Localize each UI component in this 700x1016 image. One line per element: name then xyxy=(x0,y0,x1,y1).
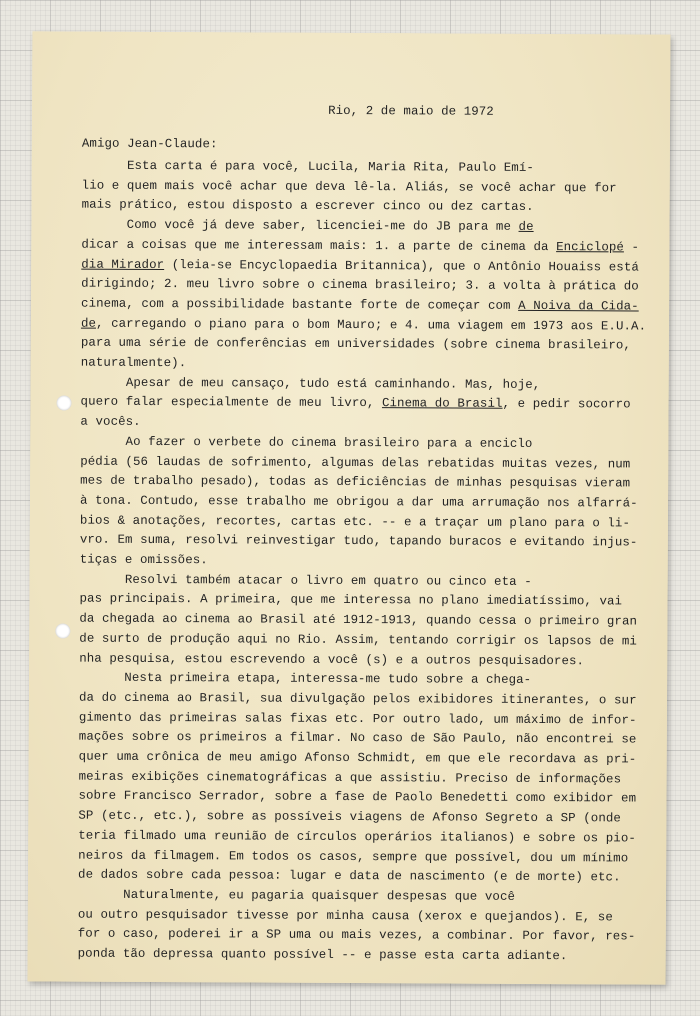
text-run: a vocês. xyxy=(80,414,141,430)
text-run: ponda tão depressa quanto possível -- e passe esta carta adiante. xyxy=(77,946,568,964)
underlined-title: Enciclopé xyxy=(556,239,624,255)
text-run: naturalmente). xyxy=(80,355,187,371)
text-run: Apesar de meu cansaço, tudo está caminhando. Mas, hoje, xyxy=(80,375,541,392)
text-run: Ao fazer o verbete do cinema brasileiro para a enciclo xyxy=(80,434,533,451)
letter-line xyxy=(80,532,638,551)
text-run: Naturalmente, eu pagaria quaisquer despesas que você xyxy=(77,887,516,904)
text-run: mais prático, estou disposto a escrever cinco ou dez cartas. xyxy=(81,197,534,215)
text-run: for o caso, poderei ir a SP uma ou mais vezes, a combinar. Por favor, res- xyxy=(77,926,636,944)
letter-line xyxy=(81,394,631,413)
letter-line xyxy=(79,611,637,630)
letter-line xyxy=(82,177,617,196)
text-run: meiras exibições cinematográficas a que assistiu. Preciso de informações xyxy=(78,769,622,787)
underlined-title: de xyxy=(80,316,97,331)
letter-line xyxy=(78,946,568,965)
punch-hole-bottom xyxy=(55,623,70,638)
letter-line xyxy=(81,217,533,235)
text-run: neiros da filmagem. Em todos os casos, sempre que possível, dou um mínimo xyxy=(78,848,629,865)
letter-line xyxy=(78,906,613,925)
letter-line xyxy=(81,236,639,255)
letter-line xyxy=(78,886,515,904)
letter-sheet xyxy=(28,31,671,984)
letter-date: Rio, 2 de maio de 1972 xyxy=(328,103,494,119)
letter-line xyxy=(78,847,628,866)
text-run: (leia-se Encyclopaedia Britannica), que o Antônio Houaiss está xyxy=(164,257,639,275)
letter-line xyxy=(80,552,208,569)
letter-line xyxy=(81,335,631,354)
underlined-title: de xyxy=(518,219,534,235)
text-run: nha pesquisa, estou escrevendo a você (s) e a outros pesquisadores. xyxy=(79,651,585,668)
letter-line xyxy=(79,709,637,728)
letter-body xyxy=(77,32,667,964)
text-run: dicar a coisas que me interessam mais: 1. a parte de cinema da xyxy=(81,237,557,254)
text-run: de dados sobre cada pessoa: lugar e data de nascimento (e de morte) etc. xyxy=(78,867,621,885)
letter-line xyxy=(79,591,622,610)
text-run: quero falar especialmente de meu livro, xyxy=(80,394,383,411)
letter-line xyxy=(79,670,531,688)
letter-line xyxy=(81,256,639,275)
text-run: da do cinema ao Brasil, sua divulgação pelos exibidores itinerantes, o sur xyxy=(78,690,637,708)
text-run: da chegada ao cinema ao Brasil até 1912-1913, quando cessa o primeiro gran xyxy=(79,611,638,629)
text-run: Esta carta é para você, Lucila, Maria Rita, Paulo Emí- xyxy=(81,158,534,175)
text-run: mes de trabalho pesado), todas as deficiências de minhas pesquisas vieram xyxy=(80,473,631,491)
letter-line xyxy=(78,827,636,846)
letter-line xyxy=(79,650,584,669)
text-run: lio e quem mais você achar que deva lê-la. Aliás, se você achar que for xyxy=(81,178,617,196)
underlined-title: A Noiva da Cida- xyxy=(518,298,639,314)
text-run: teria filmado uma reunião de círculos operários italianos) e sobre os pio- xyxy=(78,828,636,846)
letter-line xyxy=(79,729,637,748)
text-run: SP (etc., etc.), sobre as possíveis viagens de Afonso Segreto a SP (onde xyxy=(78,808,621,826)
text-run: cinema, com a possibilidade bastante forte de começar com xyxy=(81,296,519,313)
text-run: ou outro pesquisador tivesse por minha causa (xerox e quejandos). E, se xyxy=(77,907,613,924)
letter-salutation: Amigo Jean-Claude: xyxy=(81,136,218,152)
underlined-title: Cinema do Brasil xyxy=(381,396,503,412)
text-run: vro. Em suma, resolvi reinvestigar tudo, tapando buracos e evitando injus- xyxy=(79,532,638,550)
letter-line xyxy=(80,512,630,531)
letter-line xyxy=(79,630,637,649)
letter-line xyxy=(80,492,638,511)
letter-line xyxy=(80,414,140,430)
text-run: - xyxy=(623,240,640,255)
text-run: Como você já deve saber, licenciei-me do JB para me xyxy=(81,217,519,234)
text-run: à tona. Contudo, esse trabalho me obrigou a dar uma arrumação nos alfarrá- xyxy=(79,493,638,511)
text-run: Nesta primeira etapa, interessa-me tudo sobre a chega- xyxy=(79,670,532,688)
text-run: quer uma crônica de meu amigo Afonso Schmidt, em que ele recordava as pri- xyxy=(78,749,637,767)
letter-line xyxy=(82,197,534,215)
letter-line xyxy=(79,768,622,787)
letter-line xyxy=(81,295,639,314)
letter-line xyxy=(81,374,541,392)
text-run: tiças e omissões. xyxy=(79,552,208,568)
letter-line xyxy=(81,276,639,295)
letter-line xyxy=(80,473,630,492)
punch-hole-top xyxy=(57,395,72,410)
text-run: gimento das primeiras salas fixas etc. Por outro lado, um máximo de infor- xyxy=(78,710,637,728)
text-run: pédia (56 laudas de sofrimento, algumas delas rebatidas muitas vezes, num xyxy=(80,454,631,471)
text-run: , e pedir socorro xyxy=(502,397,631,412)
text-run: Resolvi também atacar o livro em quatro ou cinco eta - xyxy=(79,572,532,589)
letter-line xyxy=(82,158,534,176)
text-run: para uma série de conferências em universidades (sobre cinema brasileiro, xyxy=(80,335,631,353)
text-run: bios & anotações, recortes, cartas etc. -- e a traçar um plano para o li- xyxy=(79,513,631,531)
letter-line xyxy=(78,867,621,886)
text-run: sobre Francisco Serrador, sobre a fase de Paolo Benedetti como exibidor em xyxy=(78,788,637,806)
text-run: mações sobre os primeiros a filmar. No caso de São Paulo, não encontrei se xyxy=(78,729,637,747)
letter-line xyxy=(81,355,187,372)
letter-line xyxy=(80,571,532,589)
letter-line xyxy=(78,788,636,807)
letter-line xyxy=(79,749,637,768)
letter-line xyxy=(81,315,646,334)
text-run: , carregando o piano para o bom Mauro; e 4. uma viagem em 1973 aos E.U.A. xyxy=(96,316,647,334)
text-run: pas principais. A primeira, que me interessa no plano imediatíssimo, vai xyxy=(79,591,623,609)
letter-line xyxy=(80,453,630,472)
text-run: dirigindo; 2. meu livro sobre o cinema brasileiro; 3. a volta à prática do xyxy=(81,276,639,294)
underlined-title: dia Mirador xyxy=(81,257,165,272)
letter-line xyxy=(79,689,637,708)
text-run: de surto de produção aqui no Rio. Assim, tentando corrigir os lapsos de mi xyxy=(79,631,637,649)
letter-line xyxy=(78,808,621,827)
letter-line xyxy=(78,926,636,945)
letter-line xyxy=(80,433,532,451)
